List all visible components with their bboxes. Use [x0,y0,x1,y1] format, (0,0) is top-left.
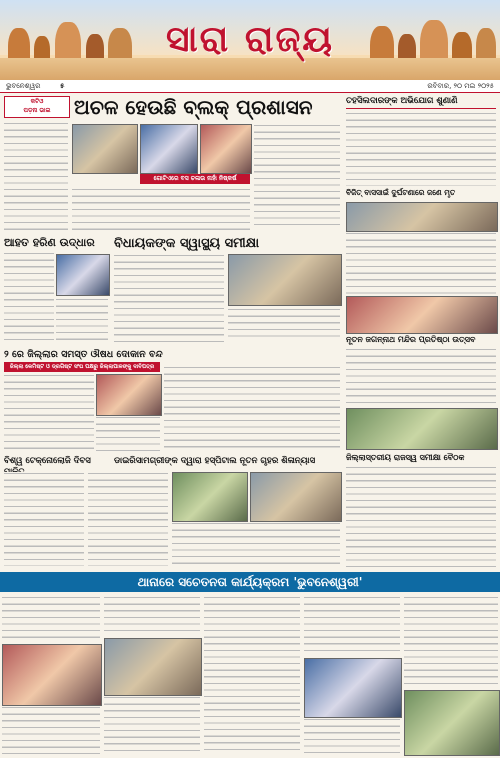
paper-title: ସାରା ରାଜ୍ୟ [165,18,335,60]
caption-s1: ଗୋଟିଏରେ ବସ ଚଳାଉ ନାହାଁ ନିଷ୍କର୍ଷ [140,174,250,184]
bottom-banner [0,572,500,592]
headline-s1: ଅଚଳ ହେଉଛି ବ୍ଲକ୍ ପ୍ରଶାସନ [74,95,313,119]
subhead-s4: ଜିଲ୍ଲା କେମିଷ୍ଟ ଓ ଡ୍ରଗିଷ୍ଟ ସଂଘ ପକ୍ଷରୁ ଜିଲ୍ଲାପାଳଙ୍କୁ ଦାବିପତ୍ର [4,362,160,372]
photo-s3 [228,254,342,306]
page-number: ୫ [60,82,65,90]
story-block-blockadmin [2,94,342,234]
headline-s2: ଆହତ ହରିଣ ଉଦ୍ଧାର [4,236,95,249]
photo-r3 [346,296,498,334]
headline-r4: ଜିଲ୍ଲାସ୍ତରୀୟ ରାଜସ୍ୱ ସମୀକ୍ଷା ବୈଠକ [346,452,465,462]
photo-s7b [250,472,342,522]
masthead [0,0,500,80]
photo-s8b [104,638,202,696]
headline-s3: ବିଧାୟକଙ୍କ ସ୍ୱାସ୍ଥ୍ୟ ସମୀକ୍ଷା [114,236,260,251]
photo-s1a [72,124,138,174]
row-2 [2,236,342,346]
headline-r2: ବିଜିତ୍ ବାସସାଇଁ ଦୁର୍ଘଟଣାରେ ଜଣେ ମୃତ [346,188,456,197]
photo-s8c [304,658,402,718]
headline-r1: ତହସିଲଦାରଙ୍କ ଅଭିଯୋଗ ଶୁଣାଣି [346,96,458,106]
headline-s8: ଥାନାରେ ସଚେତନତା କାର୍ଯ୍ୟକ୍ରମ 'ଭୁବନେଶ୍ୱରୀ' [137,575,363,589]
row-3 [2,348,342,454]
photo-r4 [346,408,498,450]
photo-s1b [140,124,198,174]
photo-s7a [172,472,248,522]
bottom-section [2,594,498,756]
row-4 [2,456,342,568]
headline-s7: ଡାଇରିସାମଗ୍ରୀଙ୍କ ଦ୍ୱାରା ହସ୍ପିଟାଲ ନୂତନ ଗୃହର ଶିଳାନ୍ୟାସ [114,456,316,466]
dateline [0,80,500,93]
dateline-left: ଭୁବନେଶ୍ୱର [6,82,41,90]
sidebar-tag: କଟିଓ ପଡ଼ନା ଭାଇ [4,96,70,118]
photo-s1c [200,124,252,174]
photo-s4 [96,374,162,416]
photo-s8d [404,690,500,756]
headline-r3: ନୂତନ ଜଗନ୍ନାଥ ମନ୍ଦିର ପ୍ରତିଷ୍ଠା ଉତ୍ସବ [346,334,476,344]
headline-s4: ୨ ରେ ଜିଲ୍ଲାର ସମସ୍ତ ଔଷଧ ଦୋକାନ ବନ୍ଦ [4,349,163,360]
photo-s8a [2,644,102,706]
photo-s2 [56,254,110,296]
right-column [344,94,498,568]
photo-r2 [346,202,498,232]
dateline-date: ରବିବାର, ୨୦ ମଇ ୨୦୨୫ [427,82,494,90]
headline-s6: ବିଶ୍ୱ ଟେକ୍ନୋଲୋଜି ଦିବସ [4,456,91,466]
